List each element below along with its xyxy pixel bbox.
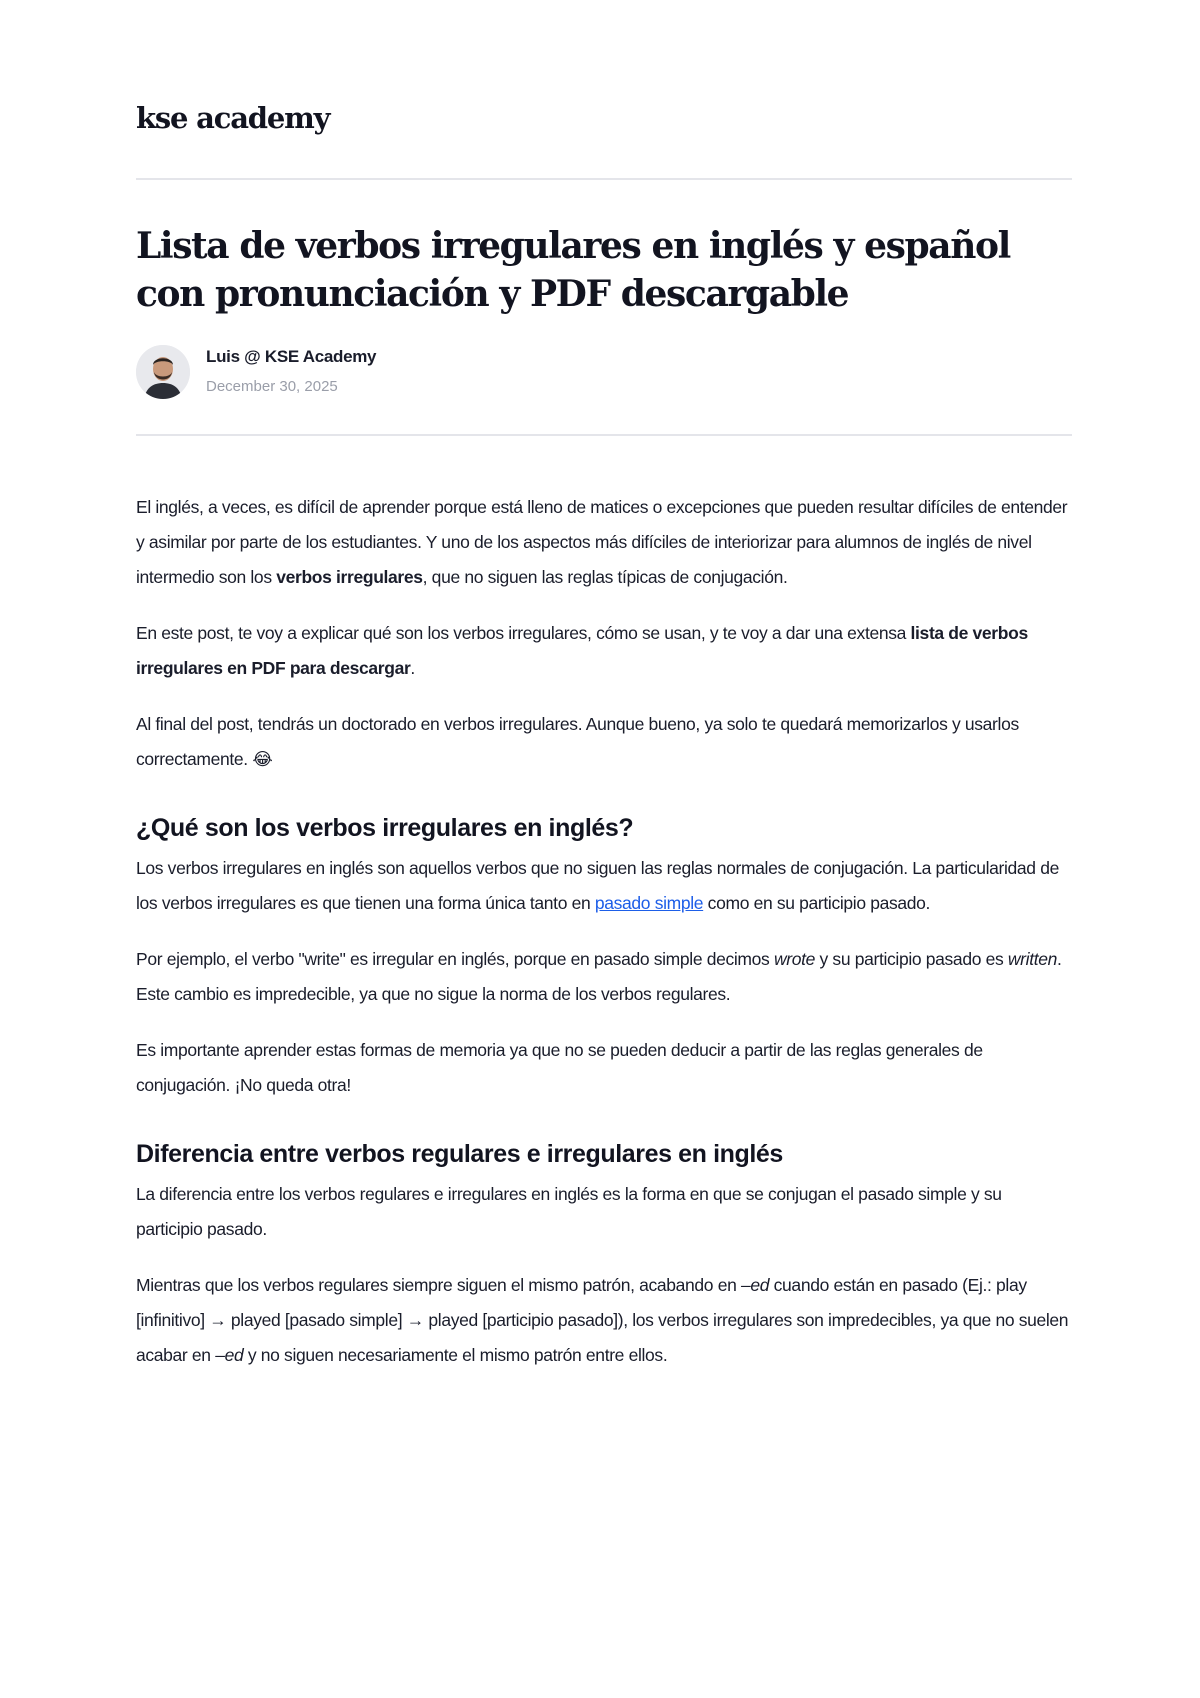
article-body [136, 490, 1072, 1394]
text-run: Al final del post, tendrás un doctorado en verbos irregulares. Aunque bueno, ya solo te quedará memorizarlos y usarlos correctamente. [136, 714, 1019, 769]
text-run: cuando están en pasado (Ej.: play [infinitivo] → played [pasado simple] → played [participio pasado]), los verbos irregulares son impredecibles, ya que no suelen acabar en [136, 1275, 1069, 1365]
paragraph [136, 707, 1072, 777]
text-run: , que no siguen las reglas típicas de conjugación. [422, 567, 788, 587]
text-run: y no siguen necesariamente el mismo patrón entre ellos. [243, 1345, 668, 1365]
site-logo[interactable]: kse academy [136, 101, 330, 135]
paragraph [136, 851, 1072, 921]
bold-text: verbos irregulares [276, 567, 423, 587]
text-run: Mientras que los verbos regulares siempre siguen el mismo patrón, acabando en [136, 1275, 741, 1295]
text-run: Los verbos irregulares en inglés son aquellos verbos que no siguen las reglas normales de conjugación. La particularidad de los verbos irregulares es que tienen una forma única tanto en [136, 858, 1059, 913]
text-run: como en su participio pasado. [703, 893, 931, 913]
paragraph [136, 1268, 1072, 1373]
bold-text: lista de verbos irregulares en PDF para descargar [136, 623, 1028, 678]
author-meta [206, 346, 376, 398]
paragraph [136, 942, 1072, 1012]
laughing-emoji-icon: 😂 [252, 749, 273, 769]
italic-text: written [1007, 949, 1057, 969]
text-run: Por ejemplo, el verbo "write" es irregular en inglés, porque en pasado simple decimos [136, 949, 774, 969]
text-run: . Este cambio es impredecible, ya que no sigue la norma de los verbos regulares. [136, 949, 1062, 1004]
paragraph [136, 490, 1072, 595]
author-block [136, 344, 376, 400]
text-run: y su participio pasado es [815, 949, 1008, 969]
person-avatar-icon [136, 345, 190, 399]
paragraph: La diferencia entre los verbos regulares e irregulares en inglés es la forma en que se conjugan el pasado simple y su participio pasado. [136, 1184, 1002, 1239]
author-avatar [136, 345, 190, 399]
paragraph [136, 616, 1072, 686]
header-divider [136, 178, 1072, 180]
paragraph: Es importante aprender estas formas de memoria ya que no se pueden deducir a partir de las reglas generales de conjugación. ¡No queda otra! [136, 1040, 983, 1095]
author-name[interactable]: Luis @ KSE Academy [206, 347, 377, 366]
pasado-simple-link[interactable]: pasado simple [594, 893, 704, 913]
italic-text: –ed [215, 1345, 244, 1365]
article-title: Lista de verbos irregulares en inglés y español con pronunciación y PDF descargable [136, 225, 1010, 315]
text-run: En este post, te voy a explicar qué son los verbos irregulares, cómo se usan, y te voy a dar una extensa [136, 623, 911, 643]
meta-divider [136, 434, 1072, 436]
italic-text: –ed [740, 1275, 770, 1295]
italic-text: wrote [773, 949, 815, 969]
section-heading: ¿Qué son los verbos irregulares en inglés? [136, 814, 634, 842]
text-run: . [410, 658, 415, 678]
publish-date: December 30, 2025 [206, 378, 338, 395]
text-run: El inglés, a veces, es difícil de aprender porque está lleno de matices o excepciones que pueden resultar difíciles de entender y asimilar por parte de los estudiantes. Y uno de los aspectos más difíciles de interiorizar para alumnos de inglés de nivel intermedio son los [136, 497, 1068, 587]
section-heading: Diferencia entre verbos regulares e irregulares en inglés [136, 1140, 783, 1168]
